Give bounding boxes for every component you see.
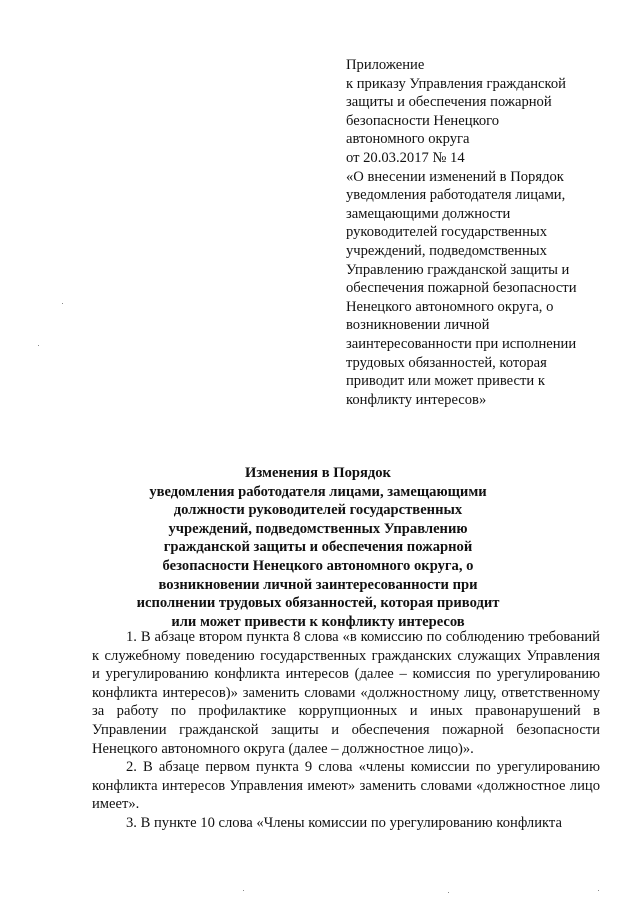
title-line: гражданской защиты и обеспечения пожарной	[163, 539, 473, 556]
appendix-line: заинтересованности при исполнении	[346, 335, 577, 352]
body-paragraph: 2. В абзаце первом пункта 9 слова «члены комиссии по урегулированию конфликта интересов Управления имеют» заменить словами «должностное лицо имеет».	[92, 759, 600, 813]
appendix-line: Приложение	[346, 57, 425, 73]
appendix-line: защиты и обеспечения пожарной	[346, 94, 552, 111]
appendix-line: уведомления работодателя лицами,	[346, 187, 566, 204]
appendix-line: руководителей государственных	[346, 224, 548, 241]
appendix-line: от 20.03.2017 № 14	[346, 149, 465, 166]
appendix-line: трудовых обязанностей, которая	[346, 354, 547, 371]
document-body	[92, 628, 600, 833]
scan-speck	[448, 892, 449, 893]
appendix-line: «О внесении изменений в Порядок	[346, 168, 564, 185]
appendix-line: Ненецкого автономного округа, о	[346, 298, 554, 315]
scan-speck	[243, 890, 244, 891]
scan-speck	[598, 890, 599, 891]
title-line: учреждений, подведомственных Управлению	[168, 520, 468, 537]
appendix-line: к приказу Управления гражданской	[346, 75, 566, 92]
title-line: Изменения в Порядок	[245, 465, 391, 481]
title-line: уведомления работодателя лицами, замещающими	[149, 483, 487, 500]
title-line: должности руководителей государственных	[173, 502, 463, 519]
appendix-line: Управлению гражданской защиты и	[346, 261, 570, 278]
title-line: или может привести к конфликту интересов	[171, 613, 465, 630]
document-title	[100, 464, 536, 631]
appendix-line: обеспечения пожарной безопасности	[346, 280, 577, 297]
scan-speck	[62, 303, 63, 304]
appendix-line: учреждений, подведомственных	[346, 242, 547, 259]
body-paragraph: 3. В пункте 10 слова «Члены комиссии по урегулированию конфликта	[126, 814, 562, 831]
appendix-line: приводит или может привести к	[346, 373, 545, 390]
appendix-line: замещающими должности	[346, 205, 511, 222]
appendix-line: возникновении личной	[346, 317, 490, 334]
body-paragraph: 1. В абзаце втором пункта 8 слова «в комиссию по соблюдению требований к служебному поведению государственных гражданских служащих Управления и урегулированию конфликта интересов (далее – комиссия по урегулированию конфликта интересов)» заменить словами «должностному лицу, ответственному за работу по профилактике коррупционных и иных правонарушений в Управлении гражданской защиты и обеспечения пожарной безопасности Ненецкого автономного округа (далее – должностное лицо)».	[92, 629, 600, 757]
scan-speck	[38, 345, 39, 346]
appendix-line: безопасности Ненецкого	[346, 112, 500, 129]
title-line: исполнении трудовых обязанностей, которая приводит	[136, 595, 500, 612]
title-line: возникновении личной заинтересованности при	[158, 576, 478, 593]
appendix-line: конфликту интересов»	[346, 391, 487, 408]
title-line: безопасности Ненецкого автономного округа, о	[162, 557, 474, 574]
appendix-line: автономного округа	[346, 131, 470, 148]
appendix-header	[346, 56, 616, 409]
